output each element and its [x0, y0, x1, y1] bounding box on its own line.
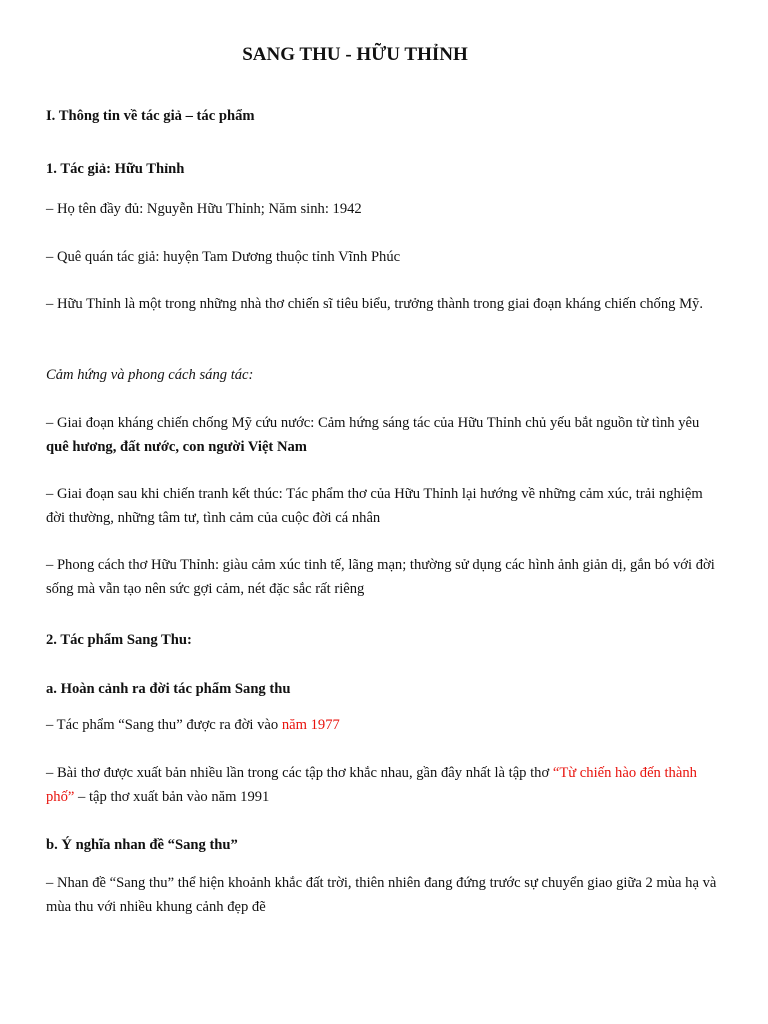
collection-title-highlight: “Từ chiến hào đến thành phố” — [46, 765, 697, 805]
publication-year-text: – Tác phẩm “Sang thu” được ra đời vào — [46, 717, 282, 733]
paragraph-poetic-style: – Phong cách thơ Hữu Thỉnh: giàu cảm xúc tinh tế, lãng mạn; thường sử dụng các hình ảnh giản dị, gắn bó với đời sống mà vẫn tạo nên sức gợi cảm, nét đặc sắc rất riêng — [46, 557, 715, 597]
author-heading: 1. Tác giả: Hữu Thỉnh — [46, 161, 185, 177]
title-meaning-heading: b. Ý nghĩa nhan đề “Sang thu” — [46, 837, 238, 853]
paragraph-war-period — [46, 411, 722, 459]
war-period-text: – Giai đoạn kháng chiến chống Mỹ cứu nước: Cảm hứng sáng tác của Hữu Thỉnh chủ yếu bắt nguồn từ tình yêu — [46, 415, 700, 431]
paragraph-hometown: – Quê quán tác giả: huyện Tam Dương thuộc tỉnh Vĩnh Phúc — [46, 249, 401, 265]
context-heading: a. Hoàn cảnh ra đời tác phẩm Sang thu — [46, 681, 291, 697]
page-title: SANG THU - HỮU THỈNH — [242, 44, 468, 65]
collections-text-end: – tập thơ xuất bản vào năm 1991 — [74, 789, 270, 805]
section-heading-1: I. Thông tin về tác giả – tác phẩm — [46, 108, 255, 124]
paragraph-poet-role: – Hữu Thỉnh là một trong những nhà thơ chiến sĩ tiêu biểu, trưởng thành trong giai đoạn kháng chiến chống Mỹ. — [46, 296, 703, 312]
publication-year-highlight: năm 1977 — [281, 717, 340, 733]
war-period-emphasis: quê hương, đất nước, con người Việt Nam — [46, 439, 307, 455]
paragraph-publication-year — [46, 713, 722, 737]
work-heading: 2. Tác phẩm Sang Thu: — [46, 632, 192, 648]
paragraph-collections — [46, 761, 722, 809]
style-heading: Cảm hứng và phong cách sáng tác: — [46, 367, 254, 383]
paragraph-title-meaning: – Nhan đề “Sang thu” thể hiện khoảnh khắc đất trời, thiên nhiên đang đứng trước sự chuyển giao giữa 2 mùa hạ và mùa thu với nhiều khung cảnh đẹp đẽ — [46, 875, 717, 915]
collections-text: – Bài thơ được xuất bản nhiều lần trong các tập thơ khắc nhau, gần đây nhất là tập thơ — [46, 765, 553, 781]
paragraph-full-name: – Họ tên đầy đủ: Nguyễn Hữu Thỉnh; Năm sinh: 1942 — [46, 201, 362, 217]
paragraph-post-war-period: – Giai đoạn sau khi chiến tranh kết thúc: Tác phẩm thơ của Hữu Thỉnh lại hướng về những cảm xúc, trải nghiệm đời thường, những tâm tư, tình cảm của cuộc đời cá nhân — [46, 486, 703, 526]
